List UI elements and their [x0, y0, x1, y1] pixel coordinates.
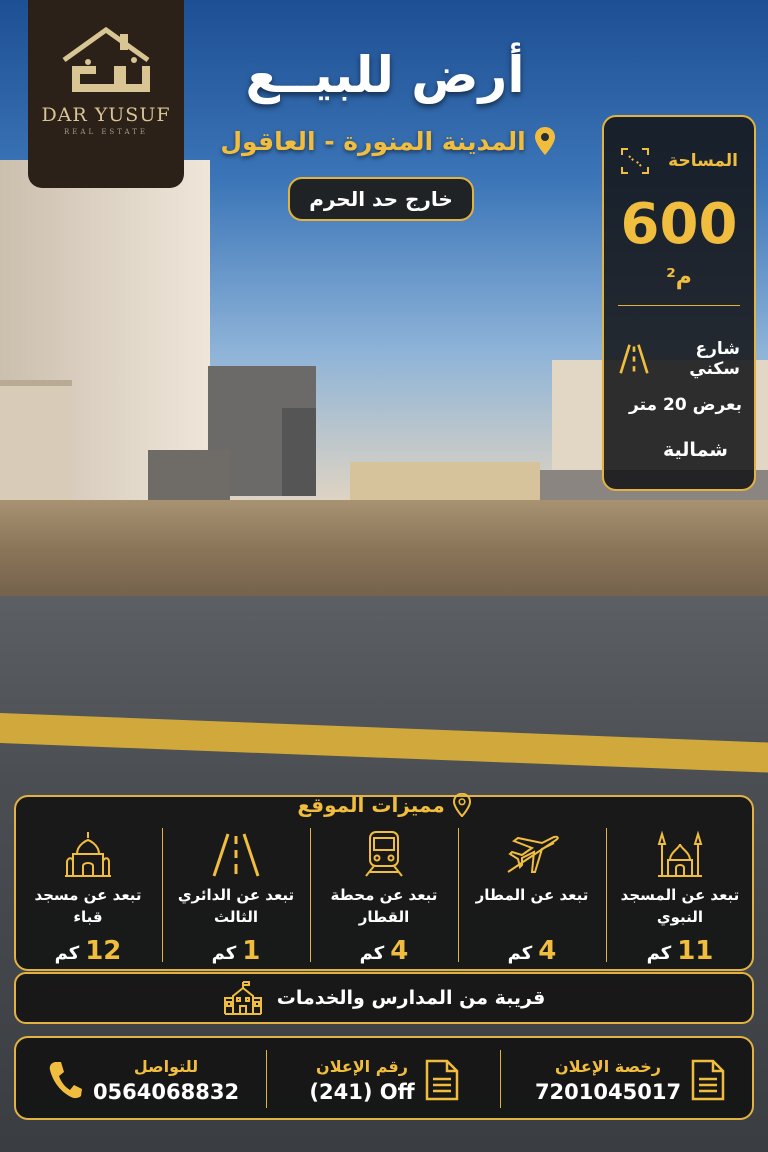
ad-number-text: [309, 1057, 414, 1104]
feature-label: تبعد عن المطار: [475, 886, 589, 904]
feature-label: تبعد عن الدائري الثالث: [177, 886, 295, 926]
distance-value: 4: [390, 936, 409, 966]
distance-value: 1: [242, 936, 261, 966]
feature-distance: [55, 936, 122, 966]
street-facing: شمالية: [663, 439, 728, 461]
features-header: [264, 790, 504, 820]
license-text: [535, 1057, 681, 1104]
document-icon: [691, 1059, 725, 1101]
ad-number-value: (241) Off: [309, 1079, 415, 1104]
feature-label: تبعد عن مسجد قباء: [34, 886, 142, 926]
area-panel: [602, 115, 756, 491]
school-icon: [223, 980, 263, 1016]
feature-label: تبعد عن المسجد النبوي: [620, 886, 740, 926]
footer-divider: [500, 1050, 501, 1108]
distance-unit: كم: [646, 943, 672, 964]
feature-distance: [212, 936, 261, 966]
feature-distance: [360, 936, 409, 966]
document-icon: [425, 1059, 459, 1101]
features-list: [14, 820, 754, 968]
footer-divider: [266, 1050, 267, 1108]
distance-unit: كم: [54, 943, 80, 964]
airplane-icon: [504, 824, 560, 878]
contact-label: للتواصل: [133, 1056, 199, 1076]
distance-value: 12: [85, 936, 122, 966]
train-icon: [362, 824, 406, 878]
feature-divider: [310, 828, 311, 962]
license-value: 7201045017: [534, 1079, 682, 1104]
feature-divider: [606, 828, 607, 962]
building-under-construction-2: [282, 408, 316, 496]
distance-unit: كم: [211, 943, 237, 964]
location-row: [208, 126, 568, 156]
distance-unit: كم: [359, 943, 385, 964]
feature-item: [14, 820, 162, 968]
street-row: [618, 339, 740, 379]
license-label: رخصة الإعلان: [555, 1056, 661, 1076]
mosque-icon: [656, 824, 704, 878]
feature-divider: [162, 828, 163, 962]
area-unit: م²: [666, 265, 692, 290]
feature-item: [310, 820, 458, 968]
distance-value: 4: [538, 936, 557, 966]
area-label: المساحة: [668, 151, 738, 171]
phone-number[interactable]: 0564068832: [92, 1079, 240, 1104]
feature-label: تبعد عن محطة القطار: [330, 886, 438, 926]
dome-mosque-icon: [63, 824, 113, 878]
feature-divider: [458, 828, 459, 962]
features-title: مميزات الموقع: [297, 793, 445, 817]
distant-buildings: [350, 462, 540, 500]
area-divider: [618, 305, 740, 306]
road-icon: [210, 824, 262, 878]
feature-item: [162, 820, 310, 968]
zone-badge: خارج حد الحرم: [288, 177, 474, 221]
location-pin-icon: [534, 126, 556, 156]
distance-unit: كم: [507, 943, 533, 964]
contact-cell[interactable]: [30, 1046, 256, 1114]
phone-icon[interactable]: [47, 1060, 83, 1100]
expand-area-icon: [620, 147, 650, 175]
ad-number-label: رقم الإعلان: [316, 1056, 408, 1076]
location-pin-icon: [453, 793, 471, 817]
services-bar: [14, 972, 754, 1024]
brand-logo: [28, 0, 184, 188]
feature-item: [606, 820, 754, 968]
feature-distance: [508, 936, 557, 966]
license-cell: [520, 1046, 740, 1114]
feature-distance: [647, 936, 714, 966]
brand-name: DAR YUSUF: [41, 104, 171, 126]
brand-tagline: REAL ESTATE: [64, 128, 148, 136]
feature-item: [458, 820, 606, 968]
ad-number-cell: [284, 1046, 484, 1114]
distance-value: 11: [677, 936, 714, 966]
services-text: قريبة من المدارس والخدمات: [276, 987, 546, 1009]
contact-text: [93, 1057, 239, 1104]
area-value: 600: [620, 192, 738, 257]
street-type: شارع سكني: [689, 339, 740, 379]
street-width: بعرض 20 متر: [629, 395, 742, 415]
headline: أرض للبيــع: [245, 46, 525, 104]
road-icon: [618, 341, 650, 377]
area-header: [620, 147, 738, 175]
house-logo-icon: [58, 26, 154, 96]
location-text: المدينة المنورة - العاقول: [220, 126, 526, 156]
land-plot: [0, 500, 768, 610]
